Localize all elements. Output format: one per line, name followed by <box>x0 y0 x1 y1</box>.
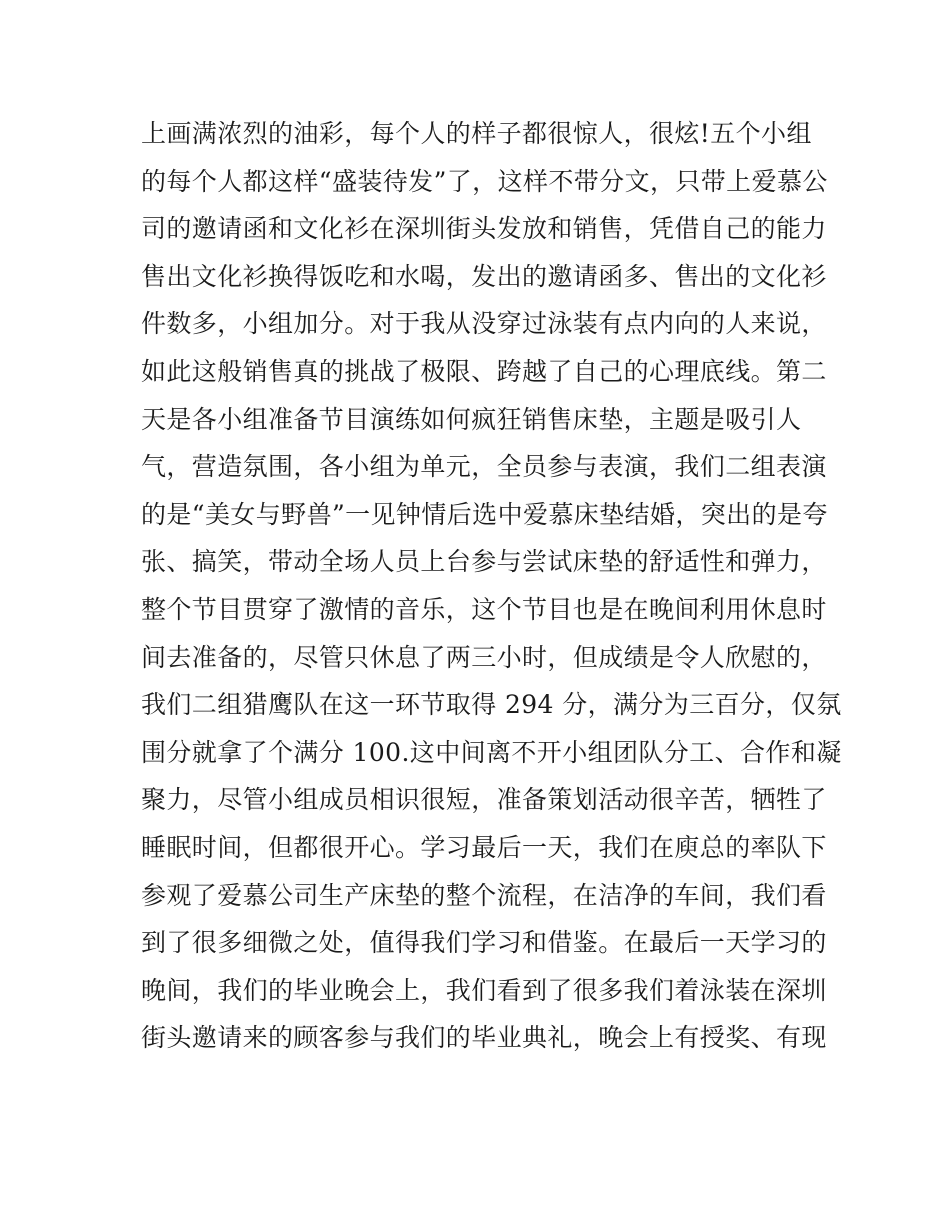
text-line: 的每个人都这样“盛装待发”了，这样不带分文，只带上爱慕公 <box>141 166 828 196</box>
text-line: 张、搞笑，带动全场人员上台参与尝试床垫的舒适性和弹力， <box>141 547 827 577</box>
text-line: 件数多，小组加分。对于我从没穿过泳装有点内向的人来说， <box>141 309 827 339</box>
text-line: 天是各小组准备节目演练如何疯狂销售床垫，主题是吸引人 <box>141 404 802 434</box>
text-line: 间去准备的，尽管只休息了两三小时，但成绩是令人欣慰的， <box>141 642 827 672</box>
text-line: 睡眠时间，但都很开心。学习最后一天，我们在庾总的率队下 <box>141 832 827 862</box>
text-line: 晚间，我们的毕业晚会上，我们看到了很多我们着泳装在深圳 <box>141 975 827 1005</box>
text-line: 售出文化衫换得饭吃和水喝，发出的邀请函多、售出的文化衫 <box>141 261 827 291</box>
text-line: 到了很多细微之处，值得我们学习和借鉴。在最后一天学习的 <box>141 928 827 958</box>
text-line: 整个节目贯穿了激情的音乐，这个节目也是在晚间利用休息时 <box>141 594 827 624</box>
text-line: 上画满浓烈的油彩，每个人的样子都很惊人，很炫!五个小组 <box>141 119 812 148</box>
text-line: 围分就拿了个满分 100.这中间离不开小组团队分工、合作和凝 <box>141 737 842 767</box>
text-line: 的是“美女与野兽”一见钟情后选中爱慕床垫结婚，突出的是夸 <box>141 499 828 529</box>
body-text <box>141 110 842 1062</box>
text-line: 如此这般销售真的挑战了极限、跨越了自己的心理底线。第二 <box>141 356 827 386</box>
text-line: 街头邀请来的顾客参与我们的毕业典礼，晚会上有授奖、有现 <box>141 1023 827 1053</box>
text-line: 聚力，尽管小组成员相识很短，准备策划活动很辛苦，牺牲了 <box>141 785 827 815</box>
text-line: 我们二组猎鹰队在这一环节取得 294 分，满分为三百分，仅氛 <box>141 690 842 720</box>
text-line: 气，营造氛围，各小组为单元，全员参与表演，我们二组表演 <box>141 452 827 482</box>
text-line: 参观了爱慕公司生产床垫的整个流程，在洁净的车间，我们看 <box>141 880 827 910</box>
text-line: 司的邀请函和文化衫在深圳街头发放和销售，凭借自己的能力 <box>141 214 827 244</box>
